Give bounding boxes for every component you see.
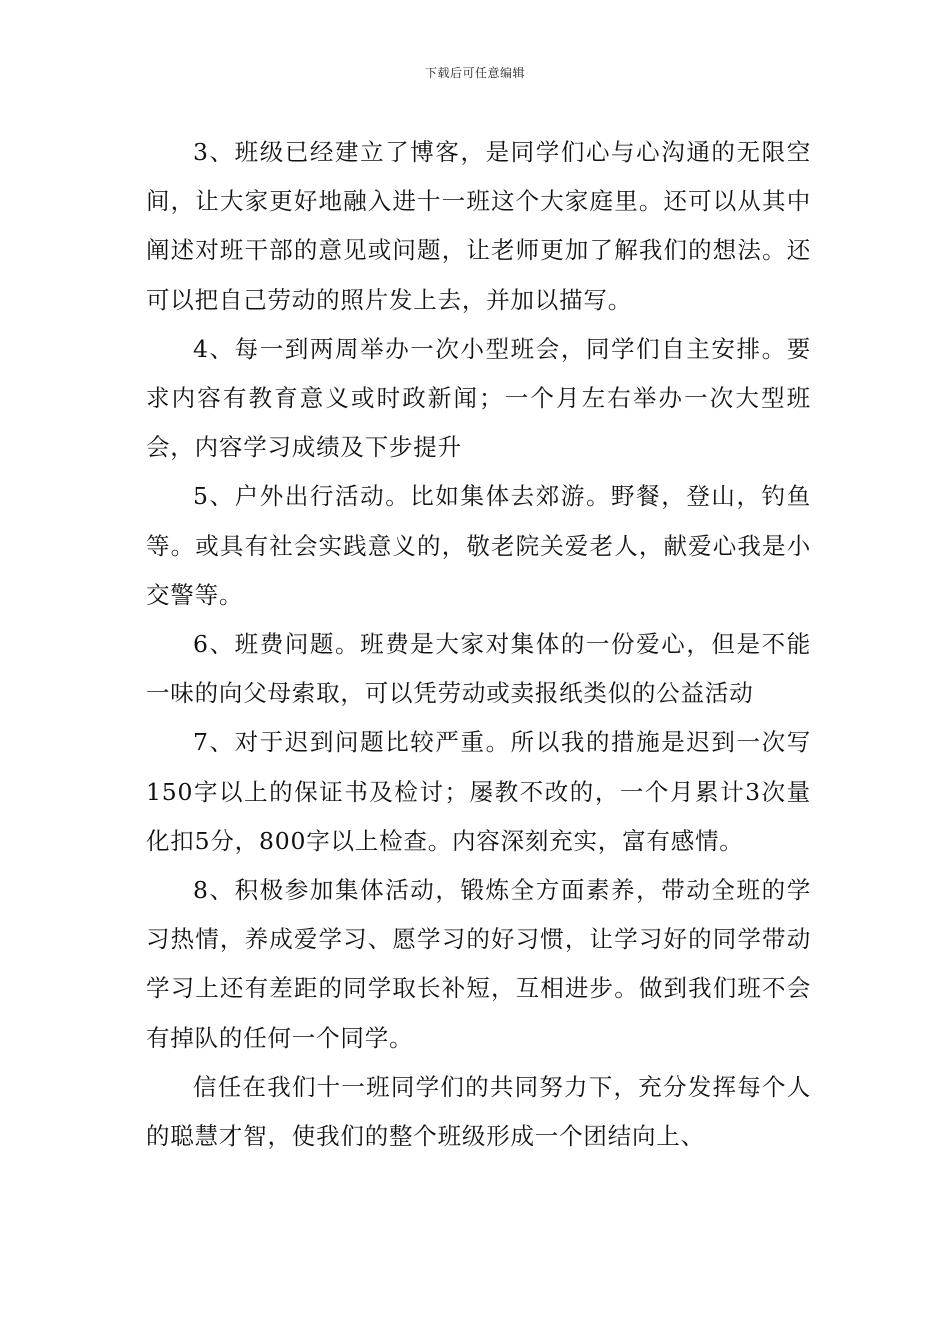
document-body [146,128,811,1161]
page-header: 下载后可任意编辑 [424,66,525,80]
paragraph-6-class-fee: 6、班费问题。班费是大家对集体的一份爱心，但是不能一味的向父母索取，可以凭劳动或卖报纸类似的公益活动 [146,630,811,708]
paragraph-3-blog: 3、班级已经建立了博客，是同学们心与心沟通的无限空间，让大家更好地融入进十一班这个大家庭里。还可以从其中阐述对班干部的意见或问题，让老师更加了解我们的想法。还可以把自己劳动的照片发上去，并加以描写。 [146,138,811,314]
paragraph-4-class-meeting: 4、每一到两周举办一次小型班会，同学们自主安排。要求内容有教育意义或时政新闻；一个月左右举办一次大型班会，内容学习成绩及下步提升 [146,334,811,462]
paragraph-conclusion: 信任在我们十一班同学们的共同努力下，充分发挥每个人的聪慧才智，使我们的整个班级形成一个团结向上、 [146,1072,811,1151]
paragraph-8-collective-activities: 8、积极参加集体活动，锻炼全方面素养，带动全班的学习热情，养成爱学习、愿学习的好习惯，让学习好的同学带动学习上还有差距的同学取长补短，互相进步。做到我们班不会有掉队的任何一个同学。 [146,876,811,1052]
paragraph-7-lateness: 7、对于迟到问题比较严重。所以我的措施是迟到一次写150字以上的保证书及检讨；屡教不改的，一个月累计3次量化扣5分，800字以上检查。内容深刻充实，富有感情。 [146,728,811,855]
paragraph-5-outdoor-activity: 5、户外出行活动。比如集体去郊游。野餐，登山，钓鱼等。或具有社会实践意义的，敬老院关爱老人，献爱心我是小交警等。 [146,482,811,609]
